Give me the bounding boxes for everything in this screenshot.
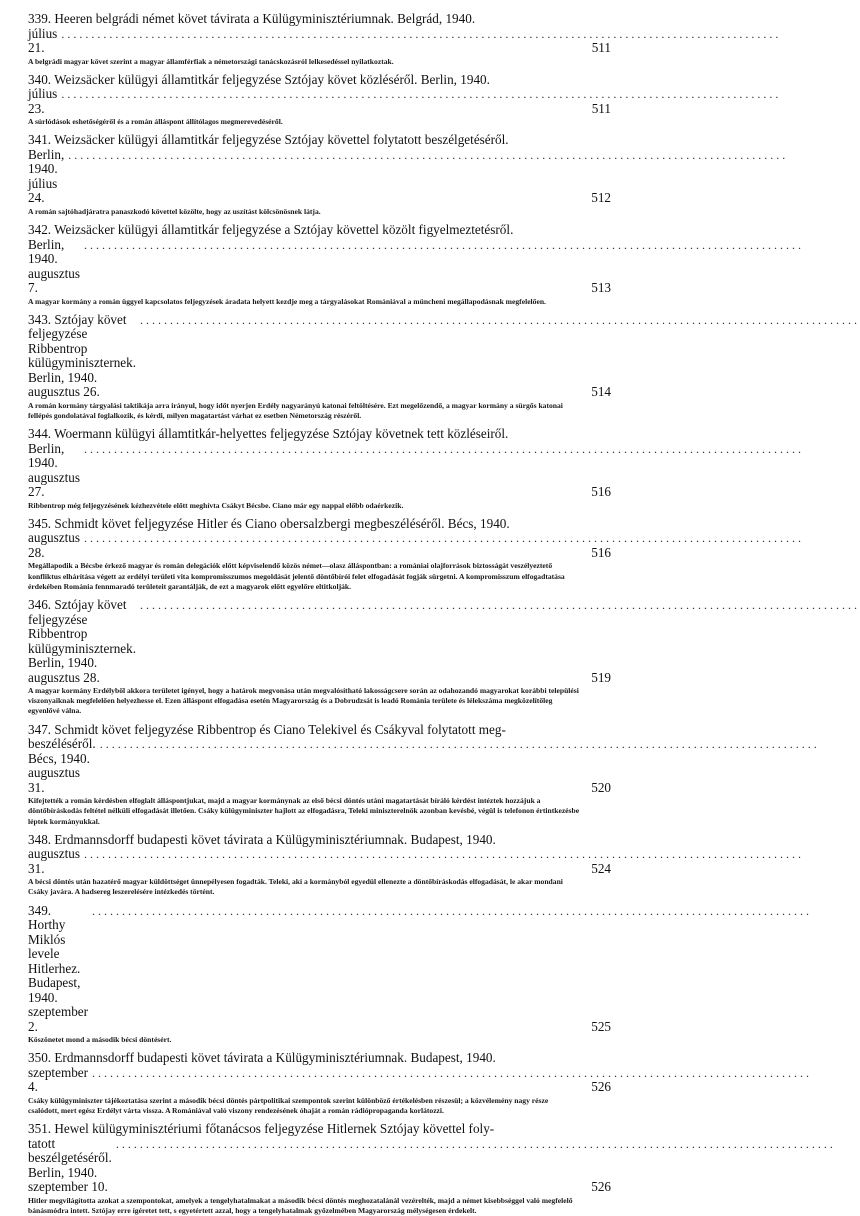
entry-summary: A magyar kormány a román üggyel kapcsolatos feljegyzések áradata helyett kezdje meg a tárgyalásokat Romániával a müncheni megállapodásnak megfelelően. (28, 296, 546, 306)
leader-dots: ........................................................................................................................ (61, 26, 782, 41)
entry-heading (28, 1121, 836, 1195)
entry-heading (28, 515, 805, 561)
page-number: 512 (591, 190, 611, 206)
entry-summary: Hitler megvilágította azokat a szempontokat, amelyek a tengelyhatalmakat a második bécsi döntés meghozatalánál vezérelték, majd a német kisebbséggel való megfelelő bánásmódra intett. Sztójay erre ígéretet tett, s egyetértett azzal, hogy a tengelyhatalmak győzelmében Magyarország mélységesen érdekelt. (28, 1195, 573, 1215)
entry-heading (28, 721, 820, 796)
entry-heading (28, 222, 805, 296)
leader-dots: ........................................................................................................................ (84, 237, 805, 252)
leader-dots: ........................................................................................................................ (92, 1065, 813, 1080)
leader-dots: ........................................................................................................................ (92, 903, 813, 918)
entry-summary: Kifejtették a román kérdésben elfoglalt álláspontjukat, majd a magyar kormánynak az első bécsi döntés utáni magatartását bíráló kérdést intéztek hozzájuk a döntőbíráskodás feltétel nélküli elfogadását illetően. Csáky külügyminiszter hajlott az elfogadásra, Teleki miniszterelnök azonban kevésbé, végül is telefonon értintkezésbe léptek kormányukkal. (28, 796, 580, 826)
toc-entry (28, 1121, 836, 1216)
entry-summary: A bécsi döntés után hazatérő magyar küldöttséget ünnepélyesen fogadták. Teleki, aki a kormányból egyedül ellenezte a döntőbíráskodás elfogadását, le akar mondani Csáky javára. A hadsereg leszerelésére intézkedés történt. (28, 877, 563, 897)
entry-heading (28, 11, 782, 56)
leader-dots: ........................................................................................................................ (115, 1136, 836, 1151)
entry-title: 341. Weizsäcker külügyi államtitkár feljegyzése Sztójay követtel folytatott beszélgetéséről. (28, 132, 509, 148)
entry-title: 346. Sztójay követ feljegyzése Ribbentrop külügyminiszternek. Berlin, 1940. augusztus 28. (28, 597, 137, 685)
entry-title-continuation: július 23. (28, 86, 58, 116)
entry-title-continuation: beszéléséről. Bécs, 1940. augusztus 31. (28, 736, 96, 795)
entry-summary: A román sajtóhadjáratra panaszkodó követtel közölte, hogy az uszítást kölcsönösnek látja. (28, 206, 321, 216)
entry-title-continuation: tatott beszélgetéséről. Berlin, 1940. szeptember 10. (28, 1135, 112, 1195)
toc-entry (28, 597, 860, 717)
entry-title: 351. Hewel külügyminisztériumi főtanácsos feljegyzése Hitlernek Sztójay követtel foly- (28, 1121, 495, 1137)
entry-title: 349. Horthy Miklós levele Hitlerhez. Budapest, 1940. szeptember 2. (28, 902, 89, 1034)
entry-title-continuation: augusztus 31. (28, 846, 81, 876)
entry-summary: A román kormány tárgyalási taktikája arra irányul, hogy időt nyerjen Erdély nagyarányú katonai feltöltésére. Ezt megelőzendő, a magyar kormány a sürgős katonai fellépés gondolatával foglalkozik, és kérdi, milyen magatartást várhat ez esetben Németország részéről. (28, 400, 563, 421)
page-number: 520 (591, 779, 611, 795)
entry-heading (28, 831, 805, 877)
page-number: 513 (591, 280, 611, 296)
page-number: 519 (591, 669, 611, 685)
entry-title: 339. Heeren belgrádi német követ távirata a Külügyminisztériumnak. Belgrád, 1940. (28, 11, 476, 26)
entry-title: 340. Weizsäcker külügyi államtitkár feljegyzése Sztójay követ közléséről. Berlin, 1940. (28, 71, 490, 87)
toc-entry (28, 311, 860, 421)
toc-entry (28, 71, 782, 128)
entry-title: 347. Schmidt követ feljegyzése Ribbentrop és Ciano Telekivel és Csákyval folytatott meg- (28, 721, 506, 737)
entry-summary: Köszönetet mond a második bécsi döntésért. (28, 1035, 172, 1045)
page-number: 516 (591, 484, 611, 500)
leader-dots: ........................................................................................................................ (140, 598, 860, 613)
entry-title-continuation: Berlin, 1940. július 24. (28, 146, 65, 206)
entry-title: 350. Erdmannsdorff budapesti követ távirata a Külügyminisztériumnak. Budapest, 1940. (28, 1050, 496, 1066)
entry-title-continuation: Berlin, 1940. augusztus 27. (28, 440, 81, 500)
entry-title: 342. Weizsäcker külügyi államtitkár feljegyzése a Sztójay követtel közölt figyelmeztetésről. (28, 222, 514, 238)
entry-title: 343. Sztójay követ feljegyzése Ribbentrop külügyminiszternek. Berlin, 1940. augusztus 26. (28, 311, 137, 400)
page-number: 525 (591, 1018, 611, 1034)
entry-heading (28, 132, 789, 206)
leader-dots: ........................................................................................................................ (99, 737, 820, 752)
entry-title-continuation: július 21. (28, 25, 58, 55)
page-number: 526 (591, 1079, 611, 1095)
toc-entry (28, 831, 805, 898)
toc-entry (28, 515, 805, 592)
toc-entry (28, 132, 789, 217)
toc-entry (28, 222, 805, 307)
entry-heading (28, 902, 813, 1035)
entry-title-continuation: Berlin, 1940. augusztus 7. (28, 236, 81, 296)
entry-title: 345. Schmidt követ feljegyzése Hitler és Ciano obersalzbergi megbeszéléséről. Bécs, 1940. (28, 515, 510, 531)
page-number: 524 (591, 860, 611, 876)
entry-summary: Megállapodik a Bécsbe érkező magyar és román delegációk előtt képviselendő közös német—olasz álláspontban: a romániai olajforrások biztosságát veszélyeztető konfliktus elhárítása végett az erdélyi területi vita kompromisszumos megoldását jelentő döntőbírói felet elfogadását fogják sürgetni. A kompromisszum elfogadtatása érdekében Románia fennmaradó területeit garantálják, de ezt a magyarok előtt egyelőre eltitkolják. (28, 561, 565, 591)
entry-summary: A magyar kormány Erdélyből akkora területet igényel, hogy a határok megvonása után megvalósítható lakosságcsere során az odahozandó magyarokat korábbi települési viszonyaiknak megfelelően helyezhesse el. Ezen álláspont elfogadása esetén Magyarország és a Dobrudzsát is leadó Románia területe és lélekszáma megközelítőleg egyenlővé válna. (28, 686, 579, 716)
entry-summary: Ribbentrop még feljegyzésének kézhezvétele előtt meghívta Csákyt Bécsbe. Ciano már egy nappal előbb odaérkezik. (28, 500, 404, 510)
page-number: 511 (591, 100, 611, 116)
entry-heading (28, 311, 860, 400)
toc-entry (28, 721, 820, 827)
entry-heading (28, 426, 805, 500)
page-number: 514 (591, 384, 611, 400)
entry-heading (28, 597, 860, 685)
entry-summary: A belgrádi magyar követ szerint a magyar államférfiak a németországi tanácskozásról lelkesedéssel nyilatkoztak. (28, 56, 394, 66)
leader-dots: ........................................................................................................................ (84, 441, 805, 456)
toc-entry (28, 426, 805, 511)
leader-dots: ........................................................................................................................ (84, 847, 805, 862)
entry-title-continuation: szeptember 4. (28, 1064, 89, 1095)
leader-dots: ........................................................................................................................ (68, 147, 789, 162)
page-number: 526 (591, 1179, 611, 1195)
toc-entry (28, 11, 782, 67)
toc-entry (28, 1050, 813, 1116)
entry-title: 348. Erdmannsdorff budapesti követ távirata a Külügyminisztériumnak. Budapest, 1940. (28, 831, 496, 847)
entry-title: 344. Woermann külügyi államtitkár-helyettes feljegyzése Sztójay követnek tett közléseiről. (28, 426, 509, 442)
entry-heading (28, 1050, 813, 1095)
entry-summary: Csáky külügyminiszter tájékoztatása szerint a második bécsi döntés pártpolitikai szempontok szerint különböző értékelésben részesül; a közvélemény nagy része csalódott, mert egész Erdélyt várta vissza. A Romániával való viszony rendezésének óhaját a román rádiópropaganda korlátozzi. (28, 1095, 549, 1116)
page-number: 511 (591, 40, 611, 55)
toc-entry (28, 902, 813, 1046)
entry-summary: A súrlódások eshetőségéről és a román álláspont állítólagos megmerevedéséről. (28, 117, 283, 127)
leader-dots: ........................................................................................................................ (84, 531, 805, 546)
entry-title-continuation: augusztus 28. (28, 530, 81, 560)
entry-heading (28, 71, 782, 117)
page-number: 516 (591, 544, 611, 560)
leader-dots: ........................................................................................................................ (140, 312, 860, 327)
leader-dots: ........................................................................................................................ (61, 87, 782, 102)
